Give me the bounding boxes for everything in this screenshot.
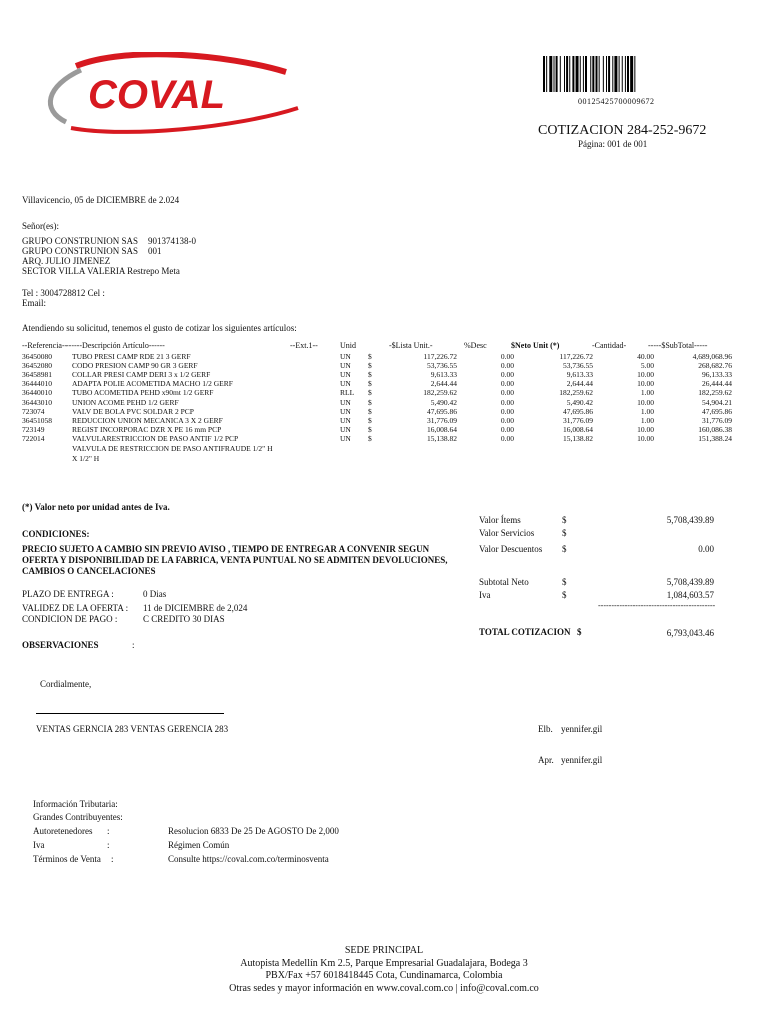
extra-desc-2: X 1/2" H (72, 454, 100, 463)
row-desc-pct: 0.00 (500, 424, 514, 434)
conditions-title: CONDICIONES: (22, 529, 90, 539)
discounts-value: 0.00 (698, 544, 714, 554)
row-desc: REDUCCION UNION MECANICA 3 X 2 GERF (72, 415, 223, 425)
table-row (22, 433, 732, 443)
col-ref: --Referencia-- (22, 341, 68, 350)
row-subtotal: 4,689,068.96 (692, 352, 732, 361)
table-row (22, 397, 732, 407)
row-currency: $ (368, 424, 372, 434)
row-currency: $ (368, 415, 372, 425)
row-lista: 47,695.86 (427, 406, 457, 416)
barcode-number: 00125425700009672 (578, 97, 655, 106)
row-lista: 31,776.09 (427, 415, 457, 425)
total-cur: $ (577, 627, 582, 637)
row-ref: 722014 (22, 433, 45, 443)
row-cantidad: 1.00 (640, 388, 654, 398)
row-desc-pct: 0.00 (500, 361, 514, 371)
iva-cur: $ (562, 590, 567, 600)
row-currency: $ (368, 379, 372, 389)
row-desc-pct: 0.00 (500, 406, 514, 416)
row-lista: 182,259.62 (423, 388, 457, 398)
totals-divider: -------------------------------------------- (598, 601, 716, 610)
plazo-value: 0 Dias (143, 589, 167, 599)
document-title: COTIZACION 284-252-9672 (538, 123, 707, 138)
table-row (22, 379, 732, 389)
table-row (22, 424, 732, 434)
table-row (22, 370, 732, 380)
page-number: Página: 001 de 001 (578, 139, 648, 149)
services-label: Valor Servicios (479, 528, 535, 538)
intro-text: Atendiendo su solicitud, tenemos el gusto de cotizar los siguientes artículos: (22, 323, 297, 333)
address-id-1: 901374138-0 (148, 236, 196, 246)
approved-label: Apr. (538, 755, 554, 765)
row-subtotal: 151,388.24 (698, 433, 732, 443)
row-neto: 16,008.64 (563, 424, 593, 434)
row-neto: 182,259.62 (559, 388, 593, 398)
tax-terms-colon: : (111, 854, 114, 864)
subtotal-label: Subtotal Neto (479, 577, 529, 587)
row-ref: 36443010 (22, 397, 52, 407)
table-row (22, 352, 732, 361)
row-subtotal: 47,695.86 (702, 406, 732, 416)
plazo-label: PLAZO DE ENTREGA : (22, 589, 114, 599)
row-desc-pct: 0.00 (500, 415, 514, 425)
address-line-2: GRUPO CONSTRUNION SAS (22, 246, 139, 256)
elaborated-label: Elb. (538, 724, 553, 734)
row-cantidad: 5.00 (640, 361, 654, 371)
row-cantidad: 1.00 (640, 406, 654, 416)
closing: Cordialmente, (40, 679, 92, 689)
row-neto: 5,490.42 (566, 397, 593, 407)
row-cantidad: 10.00 (637, 370, 654, 380)
tax-terms-label: Términos de Venta (33, 854, 101, 864)
row-lista: 15,138.82 (427, 433, 457, 443)
row-currency: $ (368, 397, 372, 407)
row-cantidad: 10.00 (637, 379, 654, 389)
pago-value: C CREDITO 30 DIAS (143, 614, 225, 624)
iva-value: 1,084,603.57 (666, 590, 714, 600)
row-ref: 36444010 (22, 379, 52, 389)
row-neto: 9,613.33 (566, 370, 593, 380)
col-lista: -$Lista Unit.- (389, 341, 433, 350)
row-subtotal: 160,086.38 (698, 424, 732, 434)
salutation: Señor(es): (22, 221, 59, 231)
row-ref: 36450080 (22, 352, 52, 361)
row-currency: $ (368, 388, 372, 398)
row-neto: 2,644.44 (566, 379, 593, 389)
neto-note: (*) Valor neto por unidad antes de Iva. (22, 502, 170, 512)
col-subtotal: -----$SubTotal----- (648, 341, 708, 350)
items-label: Valor Ítems (479, 515, 521, 525)
address-line-1: GRUPO CONSTRUNION SAS (22, 236, 139, 246)
row-ref: 723074 (22, 406, 45, 416)
items-value: 5,708,439.89 (666, 515, 714, 525)
row-currency: $ (368, 370, 372, 380)
seller-name: VENTAS GERNCIA 283 VENTAS GERENCIA 283 (36, 724, 229, 734)
row-subtotal: 268,682.76 (698, 361, 732, 371)
row-desc-pct: 0.00 (500, 388, 514, 398)
row-ref: 723149 (22, 424, 45, 434)
row-neto: 47,695.86 (563, 406, 593, 416)
col-neto: $Neto Unit (*) (511, 341, 560, 350)
row-neto: 15,138.82 (563, 433, 593, 443)
condition-line-1: PRECIO SUJETO A CAMBIO SIN PREVIO AVISO , TIEMPO DE ENTREGAR A CONVENIR SEGUN (22, 544, 430, 554)
row-cantidad: 10.00 (637, 397, 654, 407)
row-ref: 36452080 (22, 361, 52, 371)
services-cur: $ (562, 528, 567, 538)
row-currency: $ (368, 433, 372, 443)
subtotal-value: 5,708,439.89 (666, 577, 714, 587)
row-ref: 36458981 (22, 370, 52, 380)
telephone: Tel : 3004728812 Cel : (22, 288, 105, 298)
barcode (543, 56, 658, 97)
row-cantidad: 10.00 (637, 424, 654, 434)
row-unid: UN (340, 361, 351, 371)
row-lista: 5,490.42 (430, 397, 457, 407)
row-desc-pct: 0.00 (500, 433, 514, 443)
row-neto: 53,736.55 (563, 361, 593, 371)
table-row (22, 361, 732, 371)
table-row (22, 406, 732, 416)
row-desc-pct: 0.00 (500, 352, 514, 361)
row-desc-pct: 0.00 (500, 370, 514, 380)
row-unid: RLL (340, 388, 355, 398)
tax-terms-value[interactable]: Consulte https://coval.com.co/terminosventa (168, 854, 329, 864)
tax-iva-colon: : (107, 840, 110, 850)
footer (0, 945, 768, 995)
approved-value: yennifer.gil (561, 755, 603, 765)
row-desc-pct: 0.00 (500, 397, 514, 407)
row-subtotal: 182,259.62 (698, 388, 732, 398)
tax-iva-value: Régimen Común (168, 840, 230, 850)
tax-title: Información Tributaria: (33, 799, 118, 809)
table-header (22, 341, 722, 350)
col-desc: ------Descripción Artículo------ (66, 341, 165, 350)
row-currency: $ (368, 406, 372, 416)
row-ref: 36440010 (22, 388, 52, 398)
row-unid: UN (340, 352, 351, 361)
row-desc: TUBO PRESI CAMP RDE 21 3 GERF (72, 352, 191, 361)
row-subtotal: 31,776.09 (702, 415, 732, 425)
validez-label: VALIDEZ DE LA OFERTA : (22, 603, 129, 613)
footer-address: Autopista Medellín Km 2.5, Parque Empresarial Guadalajara, Bodega 3 (240, 957, 528, 969)
email: Email: (22, 298, 46, 308)
condition-line-3: CAMBIOS O CANCELACIONES (22, 566, 156, 576)
footer-web[interactable]: Otras sedes y mayor información en www.coval.com.co | info@coval.com.co (229, 982, 539, 994)
col-unid: Unid (340, 341, 356, 350)
table-row (22, 415, 732, 425)
row-subtotal: 26,444.44 (702, 379, 732, 389)
tax-auto-label: Autoretenedores (33, 826, 93, 836)
footer-phone: PBX/Fax +57 6018418445 Cota, Cundinamarca, Colombia (265, 970, 503, 982)
col-cantidad: -Cantidad- (592, 341, 627, 350)
row-cantidad: 10.00 (637, 433, 654, 443)
row-desc: VALVULARESTRICCION DE PASO ANTIF 1/2 PCP (72, 433, 239, 443)
row-lista: 53,736.55 (427, 361, 457, 371)
row-unid: UN (340, 424, 351, 434)
total-value: 6,793,043.46 (666, 628, 714, 638)
address-line-3: ARQ. JULIO JIMENEZ (22, 256, 111, 266)
row-subtotal: 54,904.21 (702, 397, 732, 407)
table-row (22, 388, 732, 398)
items-cur: $ (562, 515, 567, 525)
tax-auto-colon: : (107, 826, 110, 836)
discounts-label: Valor Descuentos (479, 544, 543, 554)
row-desc-pct: 0.00 (500, 379, 514, 389)
row-unid: UN (340, 406, 351, 416)
row-lista: 2,644.44 (430, 379, 457, 389)
row-lista: 16,008.64 (427, 424, 457, 434)
row-unid: UN (340, 379, 351, 389)
row-lista: 117,226.72 (423, 352, 457, 361)
address-id-2: 001 (148, 246, 162, 256)
condition-line-2: OFERTA Y DISPONIBILIDAD DE LA FABRICA, VENTA PUNTUAL NO SE ADMITEN DEVOLUCIONES, (22, 555, 448, 565)
discounts-cur: $ (562, 544, 567, 554)
row-cantidad: 1.00 (640, 415, 654, 425)
row-unid: UN (340, 397, 351, 407)
observaciones-colon: : (132, 640, 135, 650)
brand-name: COVAL (88, 73, 226, 117)
iva-label: Iva (479, 590, 491, 600)
observaciones-label: OBSERVACIONES (22, 640, 99, 650)
row-desc: ADAPTA POLIE ACOMETIDA MACHO 1/2 GERF (72, 379, 233, 389)
row-desc: UNION ACOME PEHD 1/2 GERF (72, 397, 179, 407)
row-desc: VALV DE BOLA PVC SOLDAR 2 PCP (72, 406, 194, 416)
validez-value: 11 de DICIEMBRE de 2,024 (143, 603, 248, 613)
row-unid: UN (340, 370, 351, 380)
row-subtotal: 96,133.33 (702, 370, 732, 380)
row-neto: 31,776.09 (563, 415, 593, 425)
row-desc: COLLAR PRESI CAMP DERI 3 x 1/2 GERF (72, 370, 211, 380)
place-date: Villavicencio, 05 de DICIEMBRE de 2.024 (22, 195, 180, 205)
address-line-4: SECTOR VILLA VALERIA Restrepo Meta (22, 266, 180, 276)
pago-label: CONDICION DE PAGO : (22, 614, 118, 624)
total-label: TOTAL COTIZACION (479, 627, 571, 637)
row-desc: CODO PRESION CAMP 90 GR 3 GERF (72, 361, 198, 371)
row-unid: UN (340, 433, 351, 443)
extra-desc-1: VALVULA DE RESTRICCION DE PASO ANTIFRAUDE 1/2" H (72, 444, 273, 453)
row-neto: 117,226.72 (559, 352, 593, 361)
coval-logo (36, 52, 316, 139)
tax-auto-value: Resolucion 6833 De 25 De AGOSTO De 2,000 (168, 826, 339, 836)
row-desc: TUBO ACOMETIDA PEHD x90mt 1/2 GERF (72, 388, 214, 398)
tax-iva-label: Iva (33, 840, 45, 850)
col-ext: --Ext.1-- (290, 341, 318, 350)
elaborated-value: yennifer.gil (561, 724, 603, 734)
footer-title: SEDE PRINCIPAL (344, 945, 424, 956)
signature-line (36, 713, 224, 714)
row-currency: $ (368, 352, 372, 361)
row-unid: UN (340, 415, 351, 425)
tax-grandes: Grandes Contribuyentes: (33, 812, 123, 822)
row-currency: $ (368, 361, 372, 371)
col-desc-pct: %Desc (464, 341, 487, 350)
row-lista: 9,613.33 (430, 370, 457, 380)
row-desc: REGIST INCORPORAC DZR X PE 16 mm PCP (72, 424, 222, 434)
subtotal-cur: $ (562, 577, 567, 587)
row-cantidad: 40.00 (637, 352, 654, 361)
row-ref: 36451058 (22, 415, 52, 425)
